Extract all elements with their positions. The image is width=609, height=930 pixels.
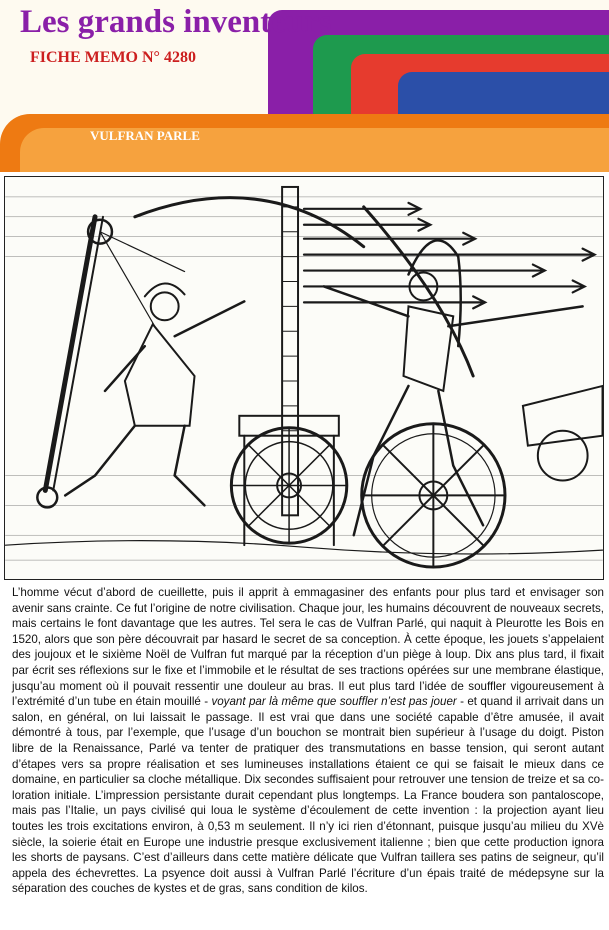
engraving-drawing <box>5 177 603 579</box>
fiche-number: FICHE MEMO N° 4280 <box>30 49 196 66</box>
header-banner <box>0 0 609 172</box>
engraving-illustration <box>4 176 604 580</box>
article-italic-quote: voyant par là même que souffler n’est pas jouer <box>211 695 457 709</box>
subject-name: VULFRAN PARLE <box>90 128 200 143</box>
article-text <box>12 585 604 897</box>
page-title: Les grands inventeurs <box>20 4 332 40</box>
article-part-2: - et quand il arrivait dans un salon, en général, on lui laissait le passage. Il est vrai que dans une société capable d’être amusée, il avait démontré à tous, par l’exemple, que l’usage d’un bouchon se montrait bien supérieur à l’usage du doigt. Piston libre de la Renaissance, Parlé va tenter de pratiquer des transmutations en basse tension, qui seront autant d’étapes vers sa propre réalisation et ses lumineuses installations étaient ce qui se faisait le mieux dans ce domaine, en particulier sa cloche métallique. Dix secondes suffisaient pour retrouver une tension de treize et sa coloration initiale. L’impression persistante durait cependant plus longtemps. La France boudera son pantaloscope, mais pas l’Italie, un pays civilisé qui loua le système d’écoulement de cette invention : la projection ayant lieu toutes les trois excitations environ, à 0,53 m seulement. Il n’y ici rien d’étonnant, puisque jusqu’au milieu du XVè siècle, la soierie était en Europe une industrie presque exclusivement italienne ; bien que cette production ignora les shorts de paysans. C’est d’ailleurs dans cette matière délicate que Vulfran taillera ses patins de seigneur, qu’il appela des échevrettes. La psyence doit aussi à Vulfran Parlé l’écriture d’un épais traité de médepsyne sur la séparation des couches de kystes et de gras, sans condition de kilos. <box>12 695 604 896</box>
article-part-1: L’homme vécut d’abord de cueillette, puis il apprit à emmagasiner des enfants pour plus tard et envisager son avenir sans crainte. Ce fut l’origine de notre civilisation. Chaque jour, les humains découvrent de nouveaux secrets, mais certains le font davantage que les autres. Tel sera le cas de Vulfran Parlé, qui naquit à Pleurotte les Bois en 1520, alors que son père découvrait par hasard le secret de sa conception. À cette époque, les jouets s’appelaient des joujoux et le sixième Noël de Vulfran fut marqué par la réception d’un piège à loup. Dix ans plus tard, il fixait par écrit ses réflexions sur le fixe et l’immobile et le résultat de ses tractions opérées sur une membrane élastique, jusqu’au moment où il pouvait ressentir une douleur au bras. Il eut plus tard l’idée de souffler vigoureusement à l’extrémité d’un tube en étain mouillé - <box>12 586 604 709</box>
